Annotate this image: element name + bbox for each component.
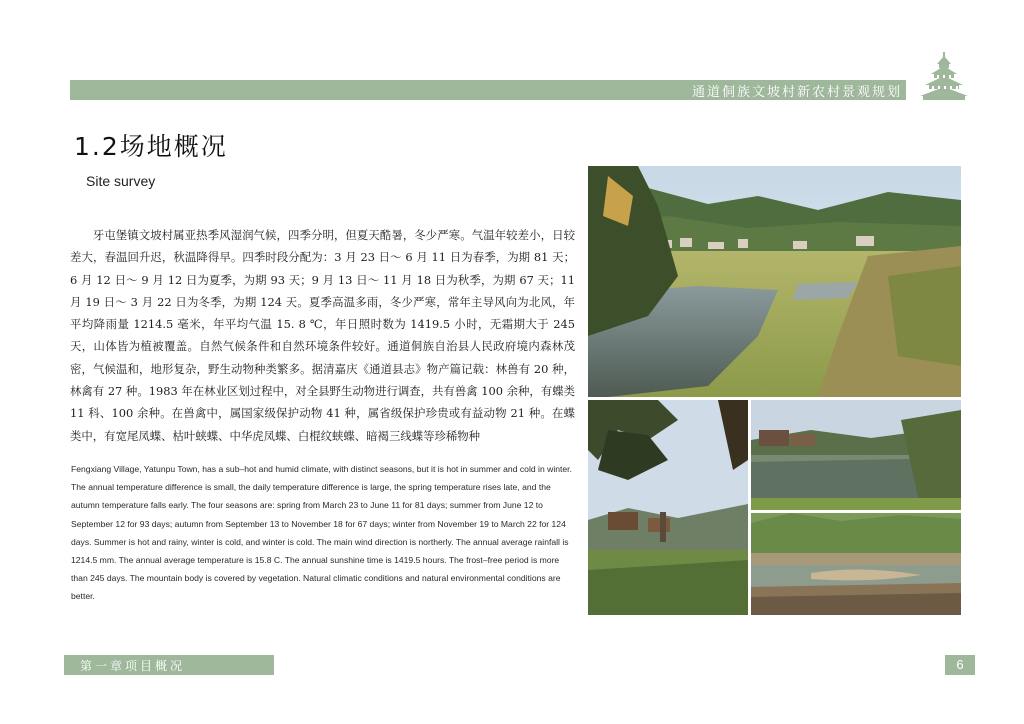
english-paragraph: Fengxiang Village, Yatunpu Town, has a sub–hot and humid climate, with distinct seasons, but it is hot in summer and cold in winter. The annual temperature difference is small, the daily temperature difference is large, the spring temperature rises late, and the autumn temperature falls early. The four seasons are: spring from March 23 to June 11 for 81 days; summer from June 12 to September 12 for 93 days; autumn from September 13 to November 18 for 67 days; winter from November 19 to March 22 for 124 days. Summer is hot and rainy, winter is cold, and winter is cold. The main wind direction is northerly. The annual average rainfall is 1214.5 mm. The annual average temperature is 15.8 C. The annual sunshine time is 1419.5 hours. The frost–free period is more than 245 days. The mountain body is covered by vegetation. Natural climatic conditions and natural environmental conditions are better. (71, 464, 572, 602)
english-body-text (71, 460, 576, 606)
photo-rice-paddy-landscape (588, 166, 961, 397)
header-title: 通道侗族文坡村新农村景观规划 (691, 85, 902, 100)
header-band (70, 80, 906, 100)
chinese-body-text (70, 224, 575, 447)
page-number: 6 (956, 657, 964, 672)
chapter-label: 第一章项目概况 (80, 659, 186, 673)
chinese-paragraph: 牙屯堡镇文坡村属亚热季风湿润气候，四季分明，但夏天酷暑，冬少严寒。气温年较差小，日较差大，春温回升迟，秋温降得早。四季时段分配为：3 月 23 日～ 6 月 11 日为春季，为期 81 天；6 月 12 日～ 9 月 12 日为夏季，为期 93 天；9 月 13 日～ 11 月 18 日为秋季，为期 67 天；11 月 19 日～ 3 月 22 日为冬季，为期 124 天。夏季高温多雨，冬少严寒，常年主导风向为北风，年平均降雨量 1214.5 毫米，年平均气温 15. 8 ℃，年日照时数为 1419.5 小时，无霜期大于 245 天，山体皆为植被覆盖。自然气候条件和自然环境条件较好。通道侗族自治县人民政府境内森林茂密，气候温和，地形复杂，野生动物种类繁多。据清嘉庆《通道县志》物产篇记载：林兽有 20 种，林禽有 27 种。1983 年在林业区划过程中，对全县野生动物进行调查，共有兽禽 100 余种，有蝶类 11 科、100 余种。在兽禽中，属国家级保护动物 41 种，属省级保护珍贵或有益动物 21 种。在蝶类中，有宽尾凤蝶、枯叶蛱蝶、中华虎凤蝶、白棍纹蛱蝶、暗褐三线蝶等珍稀物种 (70, 228, 575, 443)
photo-tree-village (588, 400, 748, 615)
section-subtitle: Site survey (86, 173, 156, 189)
photo-pond-houses (751, 400, 961, 510)
pagoda-logo-icon (920, 50, 968, 102)
section-title: 1.2场地概况 (74, 132, 228, 161)
photo-river-bank (751, 513, 961, 615)
footer-band (64, 655, 274, 675)
page-number-box (945, 655, 975, 675)
